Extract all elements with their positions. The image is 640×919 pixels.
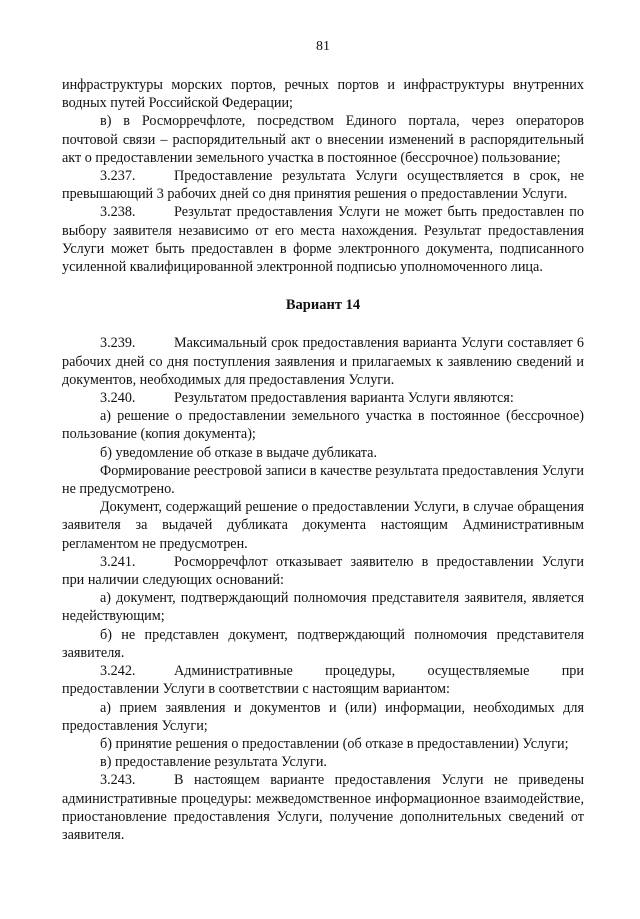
numbered-paragraph xyxy=(62,771,584,844)
page-number: 81 xyxy=(316,39,330,54)
section-heading: Вариант 14 xyxy=(285,297,361,314)
numbered-paragraph xyxy=(62,167,584,203)
list-item: б) уведомление об отказе в выдаче дубликата. xyxy=(100,444,378,461)
numbered-paragraph xyxy=(62,662,584,698)
paragraph-text: Результатом предоставления варианта Услуги являются: xyxy=(174,390,514,407)
list-item: в) в Росморречфлоте, посредством Единого портала, через операторов почтовой связи – распорядительный акт о внесении изменений в распорядительный акт о предоставлении земельного участка в постоянное (бессрочное) пользование; xyxy=(62,113,584,166)
paragraph-text: Росморречфлот отказывает заявителю в предоставлении Услуги при наличии следующих оснований: xyxy=(62,553,584,589)
list-item: б) не представлен документ, подтверждающий полномочия представителя заявителя. xyxy=(62,626,584,661)
numbered-paragraph xyxy=(62,389,584,407)
paragraph: инфраструктуры морских портов, речных портов и инфраструктуры внутренних водных путей Российской Федерации; xyxy=(62,77,584,112)
paragraph-text: Предоставление результата Услуги осуществляется в срок, не превышающий 3 рабочих дней со дня принятия решения о предоставлении Услуги. xyxy=(62,168,584,203)
numbered-paragraph xyxy=(62,203,584,276)
paragraph-number: 3.241. xyxy=(100,553,136,570)
paragraph-number: 3.239. xyxy=(100,335,136,352)
paragraph-number: 3.237. xyxy=(100,168,136,185)
paragraph-text: Результат предоставления Услуги не может быть предоставлен по выбору заявителя независимо от его места нахождения. Результат предоставления Услуги может быть предоставлен в форме электронного документа, подписанного усиленной квалифицированной электронной подписью уполномоченного лица. xyxy=(62,204,584,276)
document-body xyxy=(62,76,584,844)
paragraph-number: 3.242. xyxy=(100,663,136,680)
list-item: а) решение о предоставлении земельного участка в постоянное (бессрочное) пользование (копия документа); xyxy=(62,408,584,443)
list-item: а) прием заявления и документов и (или) информации, необходимых для предоставления Услуги; xyxy=(62,699,584,734)
paragraph-number: 3.243. xyxy=(100,772,136,789)
numbered-paragraph xyxy=(62,334,584,389)
paragraph: Формирование реестровой записи в качестве результата предоставления Услуги не предусмотрено. xyxy=(62,462,584,498)
paragraph-number: 3.240. xyxy=(100,390,136,407)
paragraph: Документ, содержащий решение о предоставлении Услуги, в случае обращения заявителя за выдачей дубликата документа настоящим Административным регламентом не предусмотрен. xyxy=(62,499,584,552)
paragraph-text: В настоящем варианте предоставления Услуги не приведены административные процедуры: межведомственное информационное взаимодействие, приостановление предоставления Услуги, получение дополнительных сведений от заявителя. xyxy=(62,772,584,843)
list-item: а) документ, подтверждающий полномочия представителя заявителя, является недействующим; xyxy=(62,590,584,625)
paragraph-text: Максимальный срок предоставления варианта Услуги составляет 6 рабочих дней со дня поступления заявления и прилагаемых к заявлению сведений и документов, необходимых для предоставления Услуги. xyxy=(62,335,584,388)
paragraph-number: 3.238. xyxy=(100,204,136,221)
paragraph-text: Административные процедуры, осуществляемые при предоставлении Услуги в соответствии с настоящим вариантом: xyxy=(62,663,584,698)
list-item: б) принятие решения о предоставлении (об отказе в предоставлении) Услуги; xyxy=(100,735,569,752)
numbered-paragraph xyxy=(62,553,584,589)
list-item: в) предоставление результата Услуги. xyxy=(100,754,327,771)
